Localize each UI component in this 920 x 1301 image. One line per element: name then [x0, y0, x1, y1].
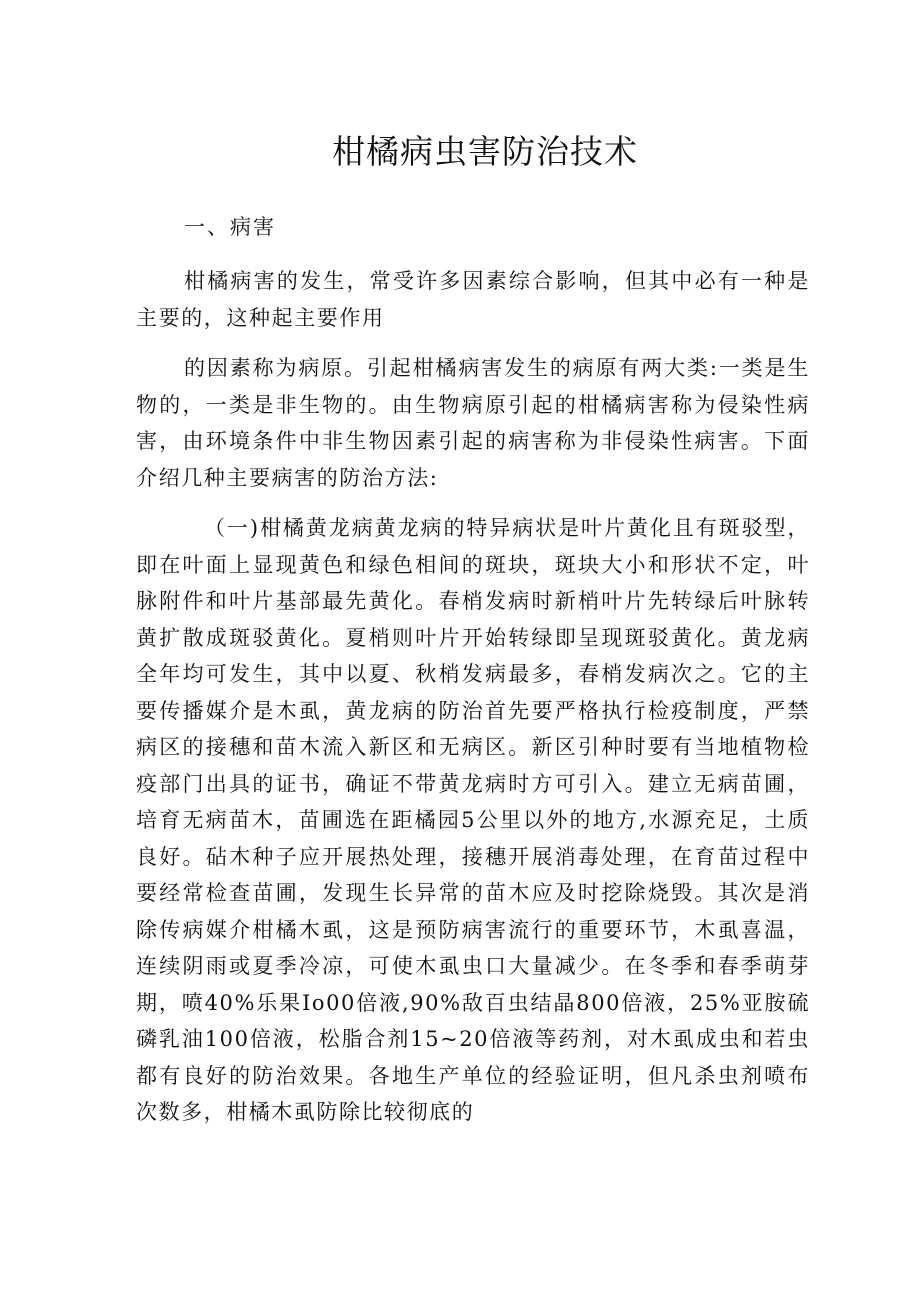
section-heading: 一、病害 — [184, 215, 276, 239]
paragraph-2: 的因素称为病原。引起柑橘病害发生的病原有两大类:一类是生物的，一类是非生物的。由生物病原引起的柑橘病害称为侵染性病害，由环境条件中非生物因素引起的病害称为非侵染性病害。下面介绍几种主要病害的防治方法: — [136, 356, 810, 490]
paragraph-3: （一)柑橘黄龙病黄龙病的特异病状是叶片黄化且有斑驳型，即在叶面上显现黄色和绿色相间的斑块，斑块大小和形状不定，叶脉附件和叶片基部最先黄化。春梢发病时新梢叶片先转绿后叶脉转黄扩散成斑驳黄化。夏梢则叶片开始转绿即呈现斑驳黄化。黄龙病全年均可发生，其中以夏、秋梢发病最多，春梢发病次之。它的主要传播媒介是木虱，黄龙病的防治首先要严格执行检疫制度，严禁病区的接穗和苗木流入新区和无病区。新区引种时要有当地植物检疫部门出具的证书，确证不带黄龙病时方可引入。建立无病苗圃，培育无病苗木，苗圃选在距橘园5公里以外的地方,水源充足，土质良好。砧木种子应开展热处理，接穗开展消毒处理，在育苗过程中要经常检查苗圃，发现生长异常的苗木应及时挖除烧毁。其次是消除传病媒介柑橘木虱，这是预防病害流行的重要环节，木虱喜温，连续阴雨或夏季冷凉，可使木虱虫口大量减少。在冬季和春季萌芽期，喷40%乐果Io00倍液,90%敌百虫结晶800倍液，25%亚胺硫磷乳油100倍液，松脂合剂15~20倍液等药剂，对木虱成虫和若虫都有良好的防治效果。各地生产单位的经验证明，但凡杀虫剂喷布次数多，柑橘木虱防除比较彻底的 — [136, 516, 810, 1124]
paragraph-1: 柑橘病害的发生，常受许多因素综合影响，但其中必有一种是主要的，这种起主要作用 — [136, 269, 810, 330]
document-title: 柑橘病虫害防治技术 — [332, 132, 638, 171]
